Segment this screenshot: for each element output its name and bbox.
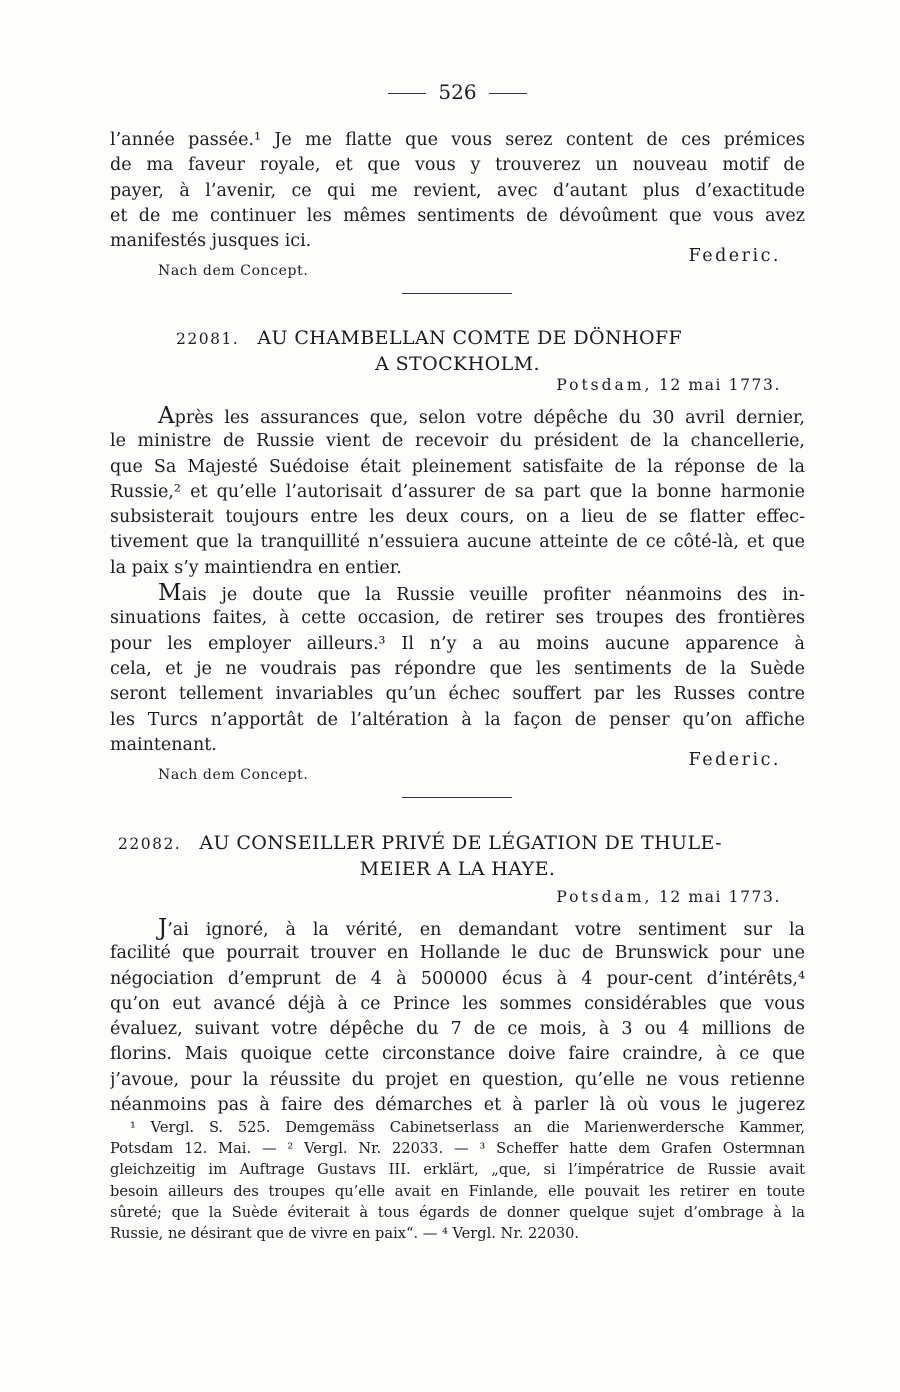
- text-line: que Sa Majesté Suédoise était pleinement satisfaite de la réponse de la: [110, 456, 805, 477]
- initial-letter: A: [158, 404, 175, 429]
- header-rule-left: [388, 93, 426, 94]
- text-line: tivement que la tranquillité n’essuiera aucune atteinte de ce côté-là, et que: [110, 532, 805, 553]
- letter-title-cont: MEIER A LA HAYE.: [359, 858, 556, 880]
- text-line: sinuations faites, à cette occasion, de retirer ses troupes des frontières: [110, 608, 805, 629]
- text-line: pour les employer ailleurs.³ Il n’y a au moins aucune apparence à: [110, 633, 805, 654]
- text-line: J’ai ignoré, à la vérité, en demandant votre sentiment sur la: [158, 916, 805, 941]
- letter-number: 22081.: [176, 330, 240, 348]
- dateline-place: Potsdam,: [556, 888, 653, 906]
- letter-heading: [110, 326, 805, 377]
- initial-letter: M: [158, 581, 182, 607]
- text-line: payer, à l’avenir, ce qui me revient, avec d’autant plus d’exactitude: [110, 180, 805, 201]
- separator-rule: [402, 797, 512, 798]
- text-line: cela, et je ne voudrais pas répondre que les sentiments de la Suède: [110, 658, 805, 679]
- text-line: qu’on eut avancé déjà à ce Prince les sommes considérables que vous: [110, 993, 805, 1014]
- text-line: Mais je doute que la Russie veuille profiter néanmoins des in-: [158, 581, 805, 607]
- text-line: Russie,² et qu’elle l’autorisait d’assurer de sa part que la bonne harmonie: [110, 481, 805, 502]
- footnote-line: Potsdam 12. Mai. — ² Vergl. Nr. 22033. — ³ Scheffer hatte dem Grafen Ostermnan: [110, 1140, 805, 1158]
- footnotes: [110, 1117, 805, 1244]
- signature: Federic.: [688, 246, 781, 266]
- text-line: subsisterait toujours entre les deux cours, on a lieu de se flatter effec-: [110, 507, 805, 528]
- dateline-date: 12 mai 1773.: [658, 376, 781, 394]
- text-line: seront tellement invariables qu’un échec souffert par les Russes contre: [110, 684, 805, 705]
- text-line: la paix s’y maintiendra en entier.: [110, 557, 402, 578]
- text-line: manifestés jusques ici.: [110, 231, 312, 252]
- text-line: négociation d’emprunt de 4 à 500000 écus à 4 pour-cent d’intérêts,⁴: [110, 968, 805, 989]
- letter-title: AU CONSEILLER PRIVÉ DE LÉGATION DE THULE-: [199, 832, 722, 854]
- footnote-line: sûreté; que la Suède éviterait à tous égards de donner quelque sujet d’ombrage à la: [110, 1203, 805, 1221]
- page-number: 526: [438, 80, 477, 104]
- source-note: Nach dem Concept.: [158, 767, 309, 783]
- text-line: les Turcs n’apportât de l’altération à la façon de penser qu’on affiche: [110, 709, 805, 730]
- dateline-place: Potsdam,: [556, 376, 653, 394]
- text-line: de ma faveur royale, et que vous y trouverez un nouveau motif de: [110, 155, 805, 176]
- signature: Federic.: [688, 750, 781, 770]
- letter-number: 22082.: [118, 835, 182, 853]
- footnote-line: Russie, ne désirant que de vivre en paix“. — ⁴ Vergl. Nr. 22030.: [110, 1224, 580, 1242]
- letter-title: AU CHAMBELLAN COMTE DE DÖNHOFF: [257, 327, 683, 349]
- dateline: [556, 888, 781, 906]
- dateline-date: 12 mai 1773.: [658, 888, 781, 906]
- letter-heading: [110, 831, 805, 882]
- text-line: facilité que pourrait trouver en Hollande le duc de Brunswick pour une: [110, 943, 805, 964]
- header-rule-right: [489, 93, 527, 94]
- text-line: Après les assurances que, selon votre dépêche du 30 avril dernier,: [158, 404, 805, 429]
- letter-body: [110, 916, 805, 1118]
- text-line: évaluez, suivant votre dépêche du 7 de ce mois, à 3 ou 4 millions de: [110, 1019, 805, 1040]
- footnote-line: gleichzeitig im Auftrage Gustavs III. erklärt, „que, si l’impératrice de Russie avait: [110, 1161, 805, 1179]
- dateline: [556, 376, 781, 394]
- page-header: [110, 80, 805, 104]
- text-line: j’avoue, pour la réussite du projet en question, qu’elle ne vous retienne: [110, 1069, 805, 1090]
- text-line: maintenant.: [110, 734, 217, 755]
- text-line: néanmoins pas à faire des démarches et à parler là où vous le jugerez: [110, 1095, 805, 1116]
- source-note: Nach dem Concept.: [158, 263, 309, 279]
- footnote-line: ¹ Vergl. S. 525. Demgemäss Cabinetserlass an die Marienwerdersche Kammer,: [130, 1119, 805, 1136]
- letter-body: [110, 404, 805, 758]
- continuation-text: [110, 128, 805, 254]
- initial-letter: J: [158, 916, 168, 941]
- footnote-line: besoin ailleurs des troupes qu’elle avait en Finlande, elle pouvait les retirer en toute: [110, 1182, 805, 1200]
- text-line: l’année passée.¹ Je me flatte que vous serez content de ces prémices: [110, 130, 805, 150]
- letter-title-cont: A STOCKHOLM.: [375, 353, 540, 375]
- text-line: florins. Mais quoique cette circonstance doive faire craindre, à ce que: [110, 1044, 805, 1065]
- text-line: et de me continuer les mêmes sentiments de dévoûment que vous avez: [110, 205, 805, 226]
- text-line: le ministre de Russie vient de recevoir du président de la chancellerie,: [110, 431, 805, 452]
- separator-rule: [402, 293, 512, 294]
